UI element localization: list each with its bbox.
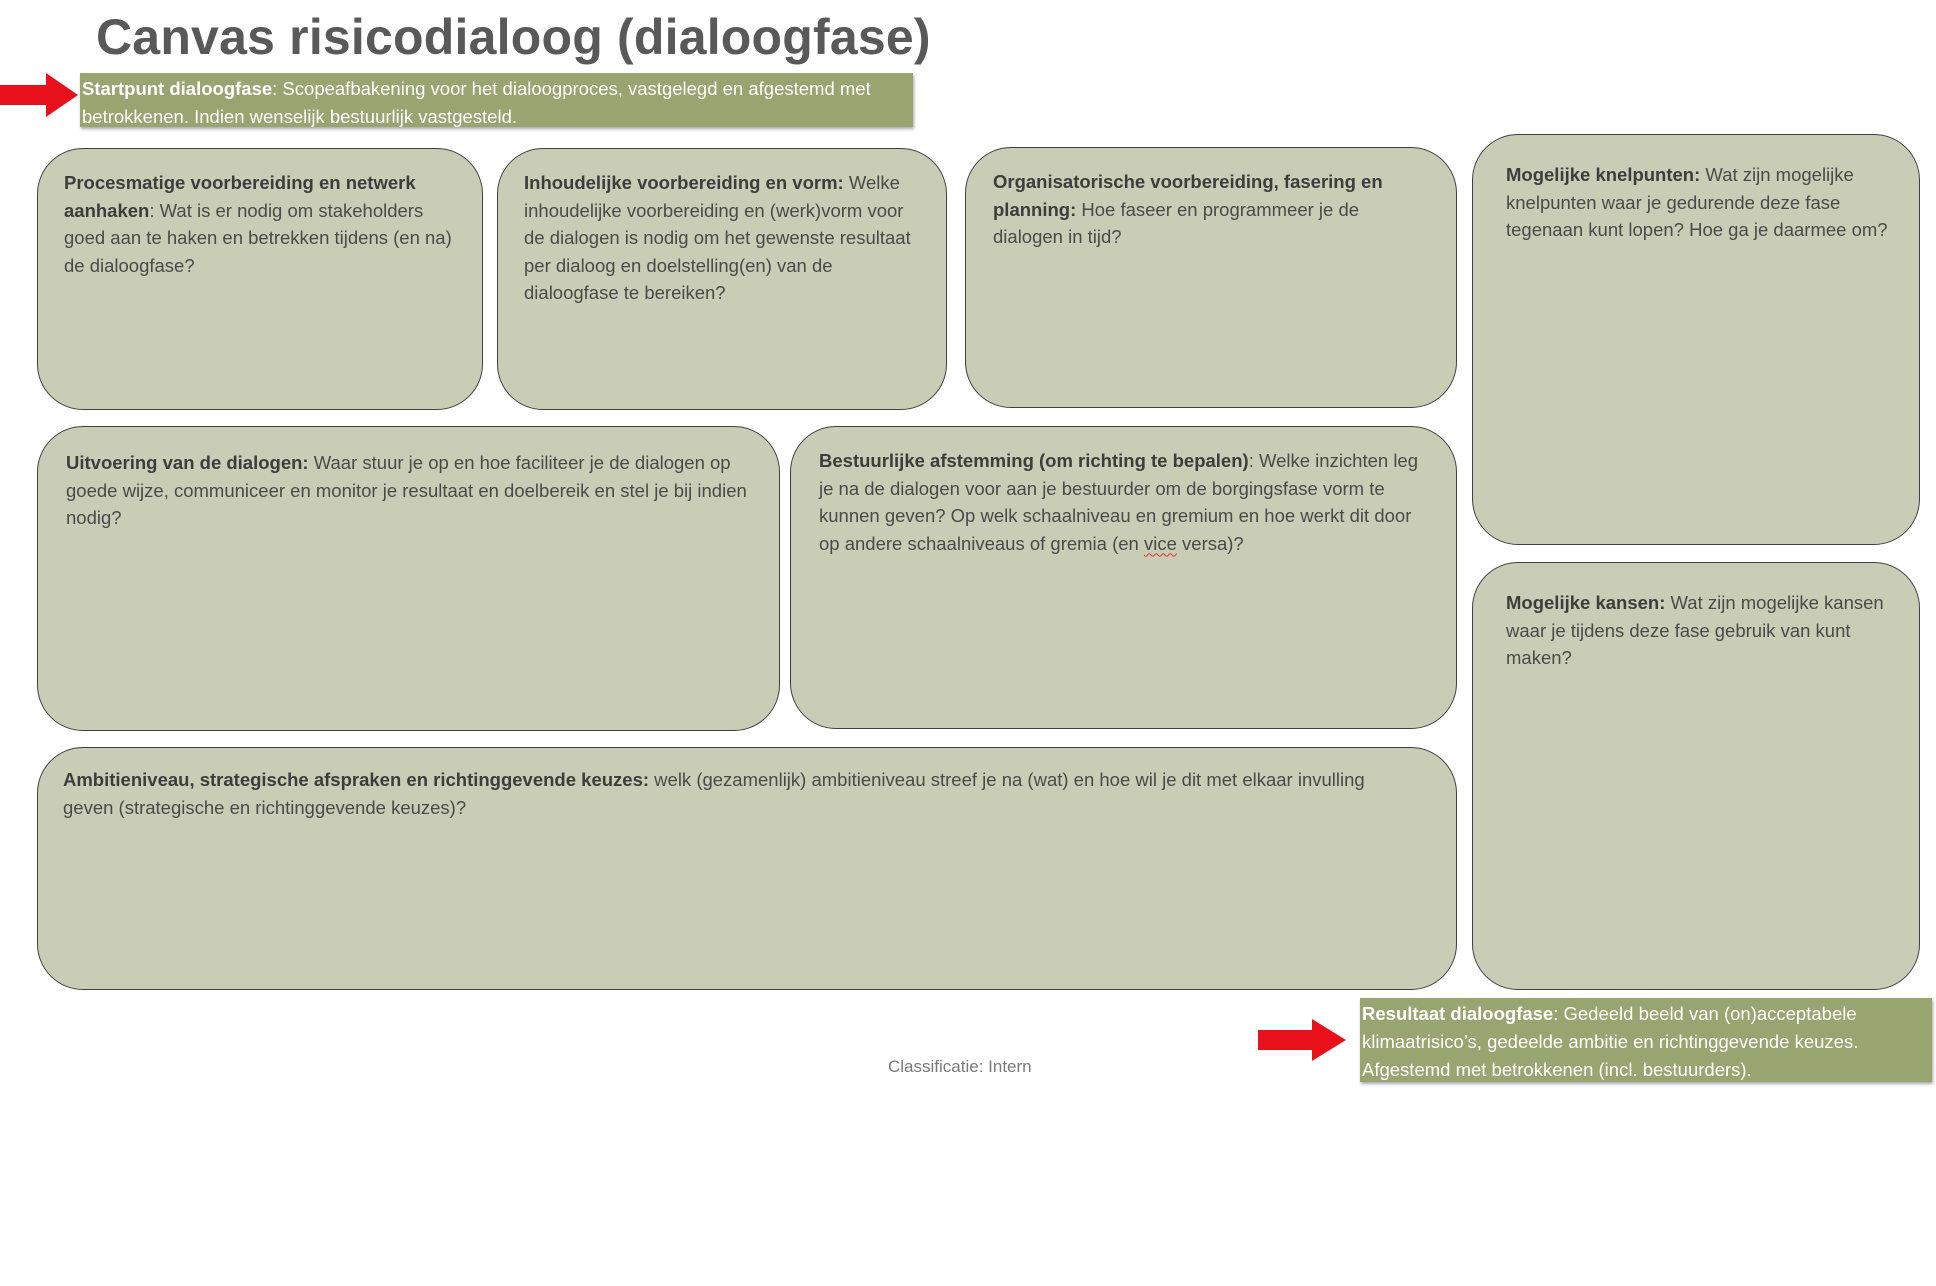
box-dialogue-execution-lead: Uitvoering van de dialogen: bbox=[66, 452, 309, 473]
start-point-banner bbox=[80, 73, 913, 127]
box-opportunities bbox=[1472, 562, 1920, 990]
box-administrative-alignment-lead: Bestuurlijke afstemming (om richting te bepalen) bbox=[819, 450, 1249, 471]
box-organisational-preparation-text: Hoe faseer en programmeer je de dialogen in tijd? bbox=[993, 198, 1360, 247]
box-bottlenecks bbox=[1472, 134, 1920, 545]
start-point-text: : Scopeafbakening voor het dialoogproces, vastgelegd en afgestemd met betrokkenen. Indien wenselijk bestuurlijk vastgesteld. bbox=[82, 78, 871, 127]
start-point-lead: Startpunt dialoogfase bbox=[82, 78, 273, 99]
box-ambition-level bbox=[37, 747, 1457, 990]
result-banner bbox=[1360, 998, 1932, 1082]
box-administrative-alignment bbox=[790, 426, 1457, 729]
start-arrow-icon bbox=[0, 73, 80, 117]
box-ambition-level-lead: Ambitieniveau, strategische afspraken en richtinggevende keuzes: bbox=[63, 769, 650, 790]
box-opportunities-text: Wat zijn mogelijke kansen waar je tijdens deze fase gebruik van kunt maken? bbox=[1506, 592, 1884, 668]
box-organisational-preparation bbox=[965, 147, 1457, 408]
box-bottlenecks-lead: Mogelijke knelpunten: bbox=[1506, 164, 1701, 185]
box-content-preparation-lead: Inhoudelijke voorbereiding en vorm: bbox=[524, 172, 844, 193]
box-administrative-alignment-text-end: versa)? bbox=[1176, 532, 1244, 554]
box-content-preparation-text: Welke inhoudelijke voorbereiding en (werk)vorm voor de dialogen is nodig om het gewenste resultaat per dialoog en doelstelling(en) van de dialoogfase te bereiken? bbox=[524, 172, 911, 303]
box-opportunities-lead: Mogelijke kansen: bbox=[1506, 592, 1666, 613]
box-dialogue-execution bbox=[37, 426, 780, 731]
box-bottlenecks-text: Wat zijn mogelijke knelpunten waar je gedurende deze fase tegenaan kunt lopen? Hoe ga je daarmee om? bbox=[1506, 164, 1888, 240]
box-process-preparation-text: : Wat is er nodig om stakeholders goed aan te haken en betrekken tijdens (en na) de dialoogfase? bbox=[64, 199, 452, 276]
spellcheck-marked-word: vice bbox=[1143, 532, 1177, 554]
result-text: : Gedeeld beeld van (on)acceptabele klimaatrisico’s, gedeelde ambitie en richtinggevende keuzes. Afgestemd met betrokkenen (incl. bestuurders). bbox=[1362, 1003, 1859, 1080]
page-title: Canvas risicodialoog (dialoogfase) bbox=[96, 9, 931, 65]
classification-footer: Classificatie: Intern bbox=[888, 1057, 1032, 1076]
box-organisational-preparation-lead: Organisatorische voorbereiding, fasering en planning: bbox=[993, 171, 1383, 220]
box-administrative-alignment-text: : Welke inzichten leg je na de dialogen voor aan je bestuurder om de borgingsfase vorm te kunnen geven? Op welk schaalniveau en gremium en hoe werkt dit door op andere schaalniveaus of gremia (en bbox=[819, 450, 1419, 554]
box-ambition-level-text: welk (gezamenlijk) ambitieniveau streef je na (wat) en hoe wil je dit met elkaar invulling geven (strategische en richtinggevende keuzes)? bbox=[63, 769, 1365, 818]
box-process-preparation bbox=[37, 148, 483, 410]
result-arrow-icon bbox=[1258, 1019, 1348, 1061]
box-content-preparation bbox=[497, 148, 947, 410]
box-dialogue-execution-text: Waar stuur je op en hoe faciliteer je de dialogen op goede wijze, communiceer en monitor je resultaat en doelbereik en stel je bij indien nodig? bbox=[66, 452, 747, 528]
result-lead: Resultaat dialoogfase bbox=[1362, 1003, 1554, 1024]
box-process-preparation-lead: Procesmatige voorbereiding en netwerk aanhaken bbox=[64, 172, 416, 221]
